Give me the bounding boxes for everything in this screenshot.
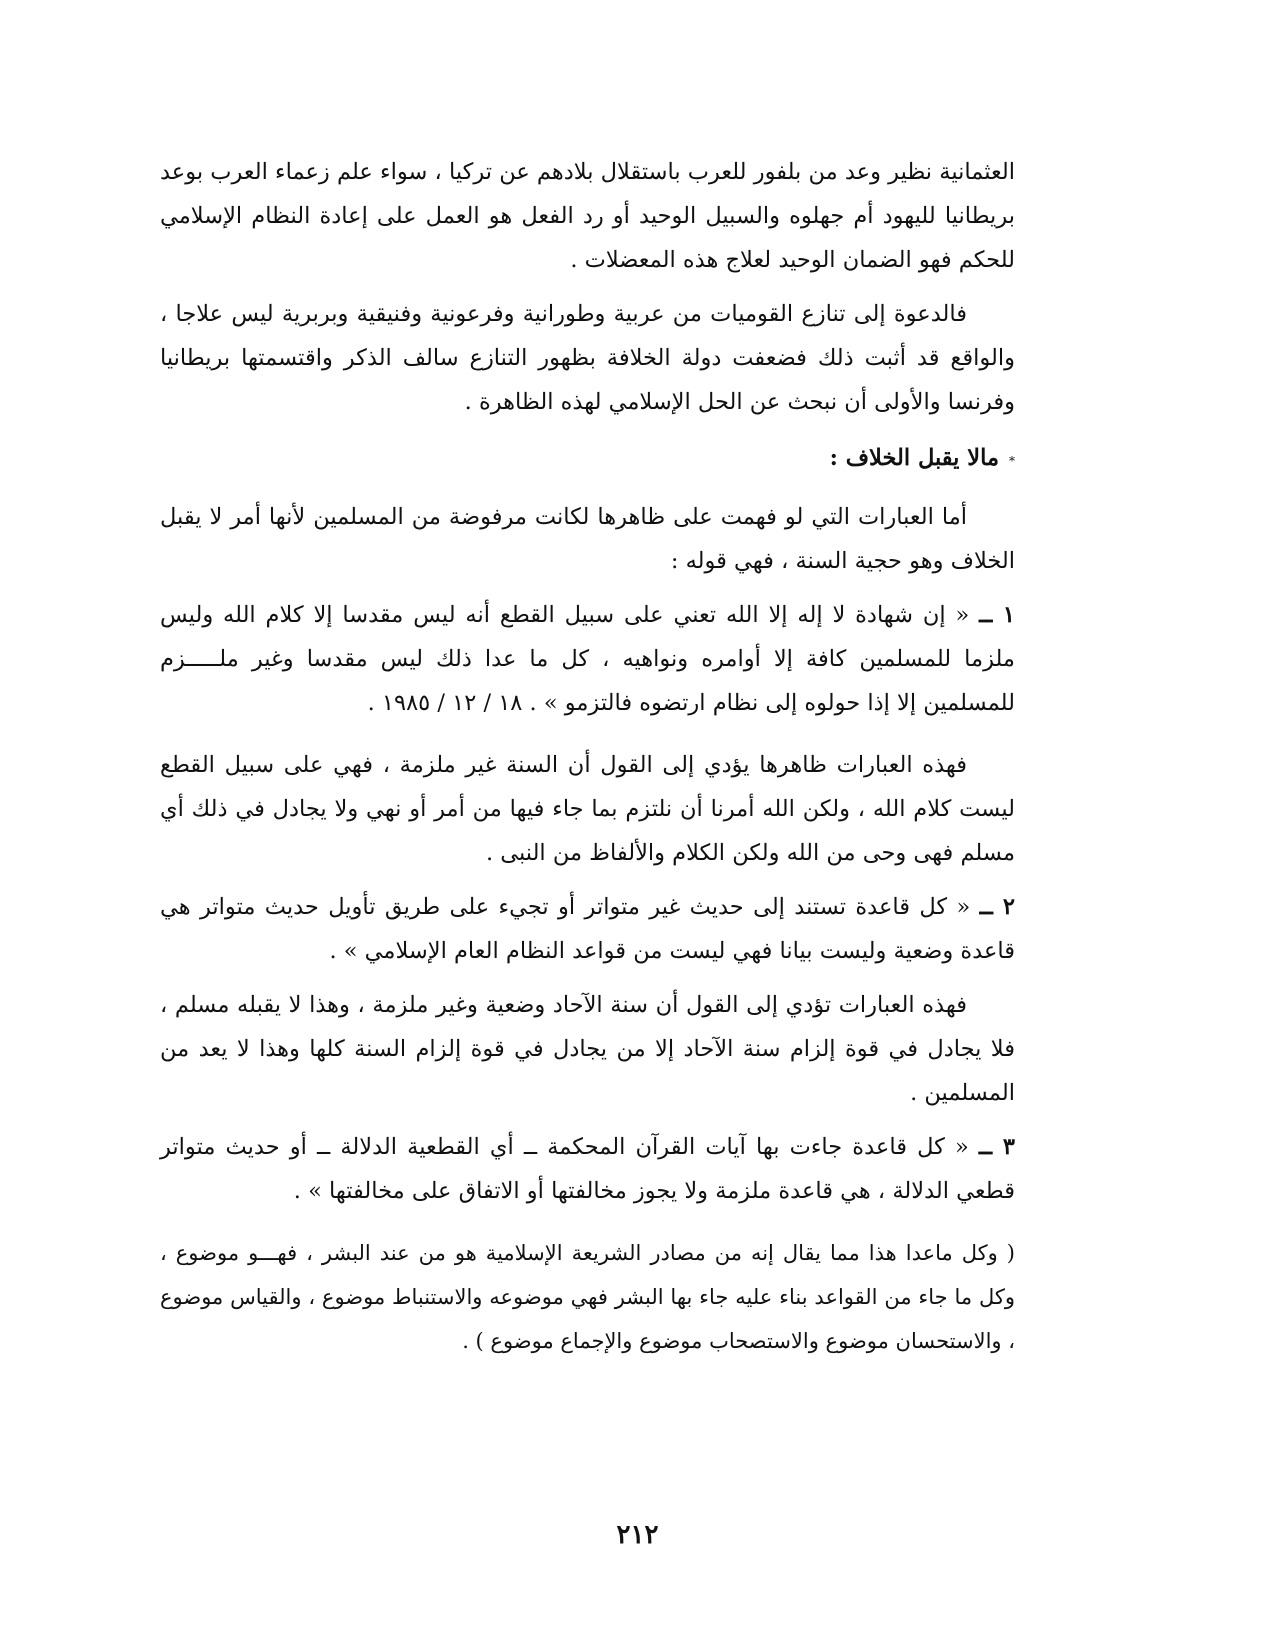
item-1-number: ١ ــ	[979, 602, 1015, 628]
heading-text: مالا يقبل الخلاف :	[829, 445, 999, 471]
paragraph-sources: ( وكل ماعدا هذا مما يقال إنه من مصادر الشريعة الإسلامية هو من عند البشر ، فهـــو موضوع ، وكل ما جاء من القواعد بناء عليه جاء بها البشر فهي موضوعه والاستنباط موضوع ، والقياس موضوع ، والاستحسان موضوع والاستصحاب موضوع والإجماع موضوع ) .	[160, 1241, 1015, 1353]
item-2-number: ٢ ــ	[979, 894, 1015, 920]
item-3-number: ٣ ــ	[978, 1134, 1015, 1160]
item-2-text: « كل قاعدة تستند إلى حديث غير متواتر أو تجيء على طريق تأويل حديث متواتر هي قاعدة وضعية وليست بيانا فهي ليست من قواعد النظام العام الإسلامي » .	[160, 894, 1015, 964]
paragraph-intro: أما العبارات التي لو فهمت على ظاهرها لكانت مرفوضة من المسلمين لأنها أمر لا يقبل الخلاف وهو حجية السنة ، فهي قوله :	[160, 504, 1015, 574]
page-number: ٢١٢	[616, 1520, 659, 1550]
quote-item-1	[160, 593, 1015, 725]
quote-item-3	[160, 1125, 1015, 1213]
paragraph-comment-2: فهذه العبارات تؤدي إلى القول أن سنة الآحاد وضعية وغير ملزمة ، وهذا لا يقبله مسلم ، فلا يجادل في قوة إلزام سنة الآحاد إلا من يجادل في قوة إلزام السنة كلها وهذا لا يعد من المسلمين .	[160, 992, 1015, 1106]
section-heading	[160, 436, 1015, 483]
heading-marker: *	[1009, 454, 1015, 468]
item-1-text: « إن شهادة لا إله إلا الله تعني على سبيل القطع أنه ليس مقدسا إلا كلام الله وليس ملزما للمسلمين كافة إلا أوامره ونواهيه ، كل ما عدا ذلك ليس مقدسا وغير ملـــــزم للمسلمين إلا إذا حولوه إلى نظام ارتضوه فالتزمو » . ١٨ / ١٢ / ١٩٨٥ .	[160, 602, 1015, 716]
page-body	[160, 150, 1015, 1363]
paragraph-comment-1: فهذه العبارات ظاهرها يؤدي إلى القول أن السنة غير ملزمة ، فهي على سبيل القطع ليست كلام الله ، ولكن الله أمرنا أن نلتزم بما جاء فيها من أمر أو نهي ولا يجادل في ذلك أي مسلم فهى وحى من الله ولكن الكلام والألفاظ من النبى .	[160, 752, 1015, 866]
paragraph-nationalism: فالدعوة إلى تنازع القوميات من عربية وطورانية وفرعونية وفنيقية وبربرية ليس علاجا ، والواقع قد أثبت ذلك فضعفت دولة الخلافة بظهور التنازع سالف الذكر واقتسمتها بريطانيا وفرنسا والأولى أن نبحث عن الحل الإسلامي لهذه الظاهرة .	[160, 301, 1015, 415]
paragraph-ottoman: العثمانية نظير وعد من بلفور للعرب باستقلال بلادهم عن تركيا ، سواء علم زعماء العرب بوعد بريطانيا لليهود أم جهلوه والسبيل الوحيد أو رد الفعل هو العمل على إعادة النظام الإسلامي للحكم فهو الضمان الوحيد لعلاج هذه المعضلات .	[160, 159, 1015, 273]
quote-item-2	[160, 885, 1015, 973]
item-3-text: « كل قاعدة جاءت بها آيات القرآن المحكمة ــ أي القطعية الدلالة ــ أو حديث متواتر قطعي الدلالة ، هي قاعدة ملزمة ولا يجوز مخالفتها أو الاتفاق على مخالفتها » .	[160, 1134, 1015, 1204]
